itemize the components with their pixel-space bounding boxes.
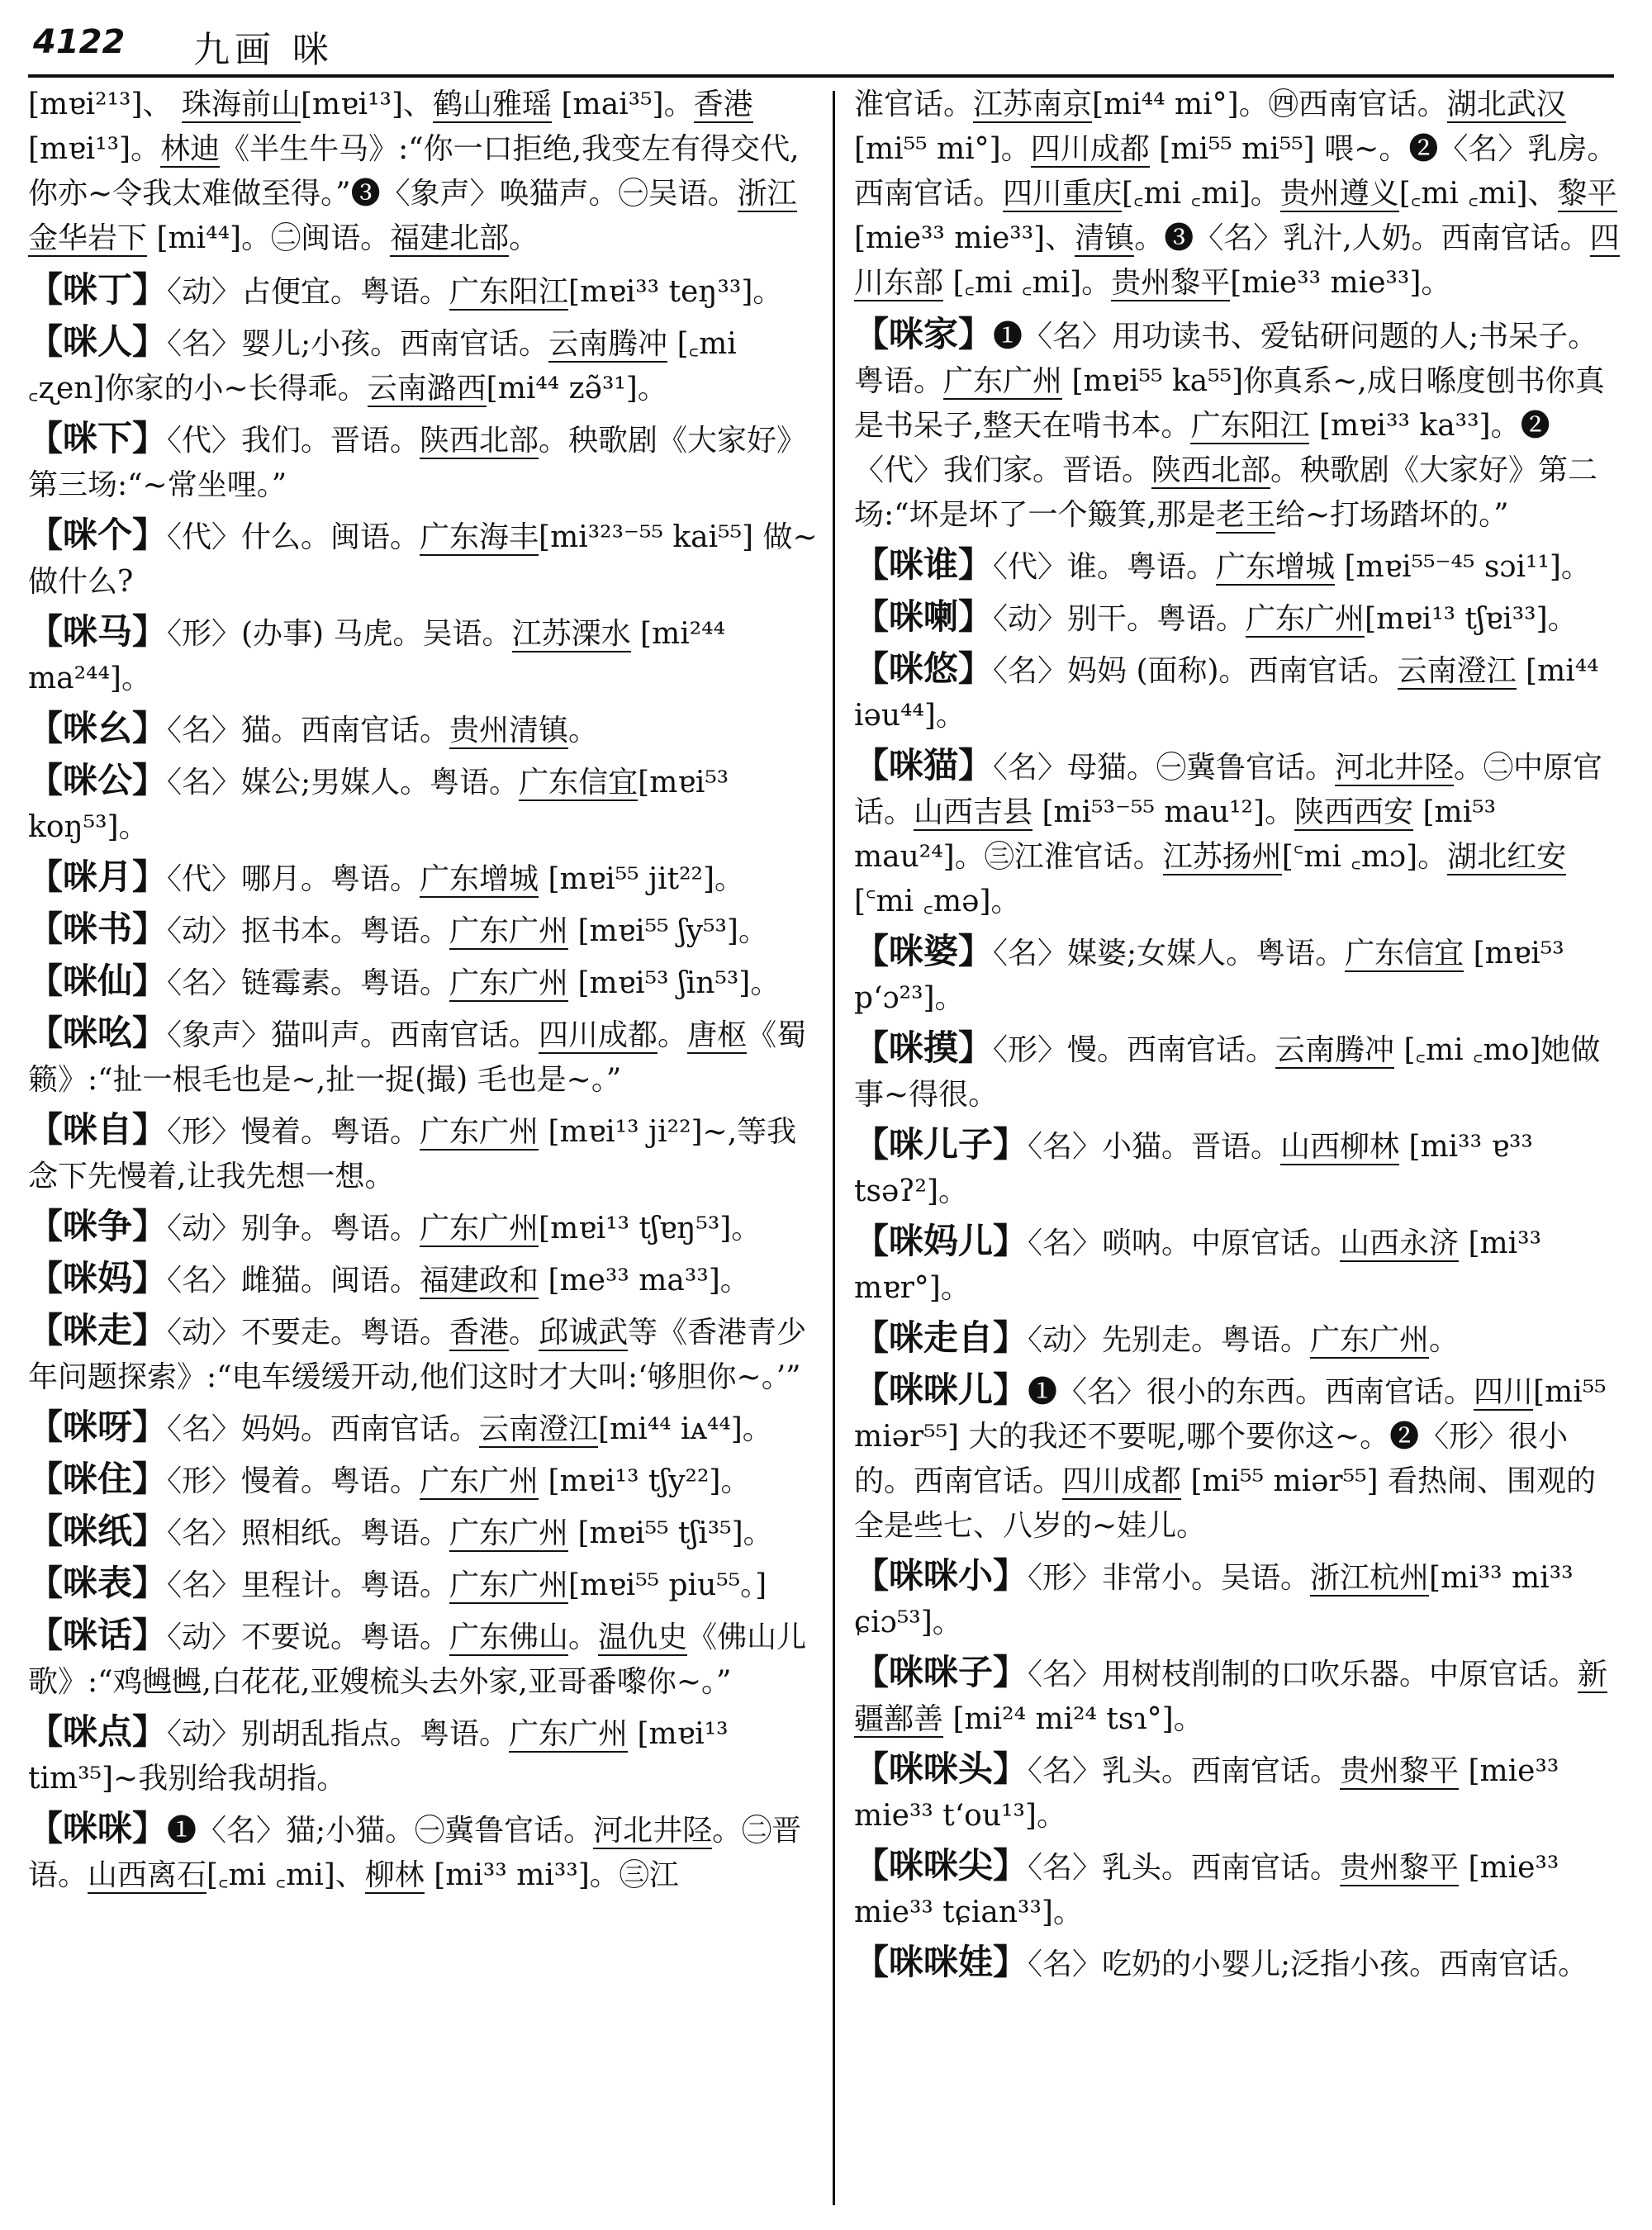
entry-headword: 【咪仙】 (28, 961, 168, 1001)
dictionary-entry (28, 1108, 821, 1199)
entry-definition: ❶〈名〉用功读书、爱钻研问题的人;书呆子。粤语。广东广州 [mɐi⁵⁵ ka⁵⁵]你真系~,成日喺度刨书你真是书呆子,整天在啃书本。广东阳江 [mɐi³³ ka³³]。❷〈代〉我们家。晋语。陕西北部。秧歌剧《大家好》第二场:“坏是坏了一个簸箕,那是老王给~打场踏坏的。” (854, 320, 1605, 532)
dictionary-entry (854, 1219, 1622, 1311)
entry-definition: 淮官话。江苏南京[mi⁴⁴ mi°]。㊃西南官话。湖北武汉 [mi⁵⁵ mi°]。四川成都 [mi⁵⁵ mi⁵⁵] 喂~。❷〈名〉乳房。西南官话。四川重庆[꜀mi ꜀mi]。贵州遵义[꜀mi ꜀mi]、黎平[mie³³ mie³³]、清镇。❸〈名〉乳汁,人奶。西南官话。四川东部 [꜀mi ꜀mi]。贵州黎平[mie³³ mie³³]。 (854, 88, 1620, 300)
entry-headword: 【咪下】 (28, 418, 168, 458)
dictionary-entry (854, 647, 1622, 738)
entry-definition: 〈动〉别争。粤语。广东广州[mɐi¹³ tʃɐŋ⁵³]。 (167, 1212, 762, 1245)
dictionary-entry (28, 610, 821, 701)
entry-headword: 【咪摸】 (854, 1027, 994, 1068)
dictionary-entry (28, 907, 821, 954)
entry-headword: 【咪吆】 (28, 1013, 168, 1053)
entry-definition: 〈名〉乳头。西南官话。贵州黎平 [mie³³ mie³³ tʻou¹³]。 (854, 1754, 1559, 1833)
dictionary-entry (28, 1561, 821, 1608)
entry-headword: 【咪月】 (28, 856, 168, 897)
entry-definition: 〈动〉不要走。粤语。香港。邱诚武等《香港青少年问题探索》:“电车缓缓开动,他们这时才大叫:‘够胆你~。’” (28, 1316, 807, 1394)
entry-definition: 〈名〉乳头。西南官话。贵州黎平 [mie³³ mie³³ tɕian³³]。 (854, 1851, 1559, 1929)
entry-definition: 〈动〉先别走。粤语。广东广州。 (1028, 1323, 1460, 1357)
dictionary-entry (28, 513, 821, 605)
dictionary-entry (28, 1308, 821, 1400)
entry-definition: 〈名〉雌猫。闽语。福建政和 [me³³ ma³³]。 (167, 1264, 750, 1298)
entry-definition: 〈名〉妈妈。西南官话。云南澄江[mi⁴⁴ iᴀ⁴⁴]。 (167, 1412, 772, 1446)
dictionary-entry (28, 1204, 821, 1251)
entry-headword: 【咪表】 (28, 1563, 168, 1603)
dictionary-entry (28, 1509, 821, 1556)
dictionary-entry (854, 312, 1622, 538)
entry-definition: 〈代〉哪月。粤语。广东增城 [mɐi⁵⁵ jit²²]。 (167, 862, 745, 896)
dictionary-entry (28, 1011, 821, 1103)
entry-definition: 〈名〉媒婆;女媒人。粤语。广东信宜 [mɐi⁵³ pʻɔ²³]。 (854, 937, 1564, 1015)
entry-headword: 【咪点】 (28, 1711, 168, 1752)
entry-headword: 【咪马】 (28, 611, 168, 652)
dictionary-entry (28, 416, 821, 508)
left-column (28, 83, 821, 2213)
entry-headword: 【咪妈儿】 (854, 1221, 1028, 1261)
entry-headword: 【咪喇】 (854, 596, 994, 637)
entry-headword: 【咪悠】 (854, 648, 994, 689)
entry-headword: 【咪话】 (28, 1615, 168, 1655)
entry-headword: 【咪个】 (28, 515, 168, 555)
entry-headword: 【咪走自】 (854, 1317, 1028, 1358)
dictionary-entry (28, 1806, 821, 1898)
dictionary-entry (854, 1316, 1622, 1363)
dictionary-entry (28, 855, 821, 902)
dictionary-entry (28, 268, 821, 315)
entry-headword: 【咪公】 (28, 760, 168, 800)
entry-headword: 【咪呀】 (28, 1407, 168, 1447)
entry-definition: 〈动〉抠书本。粤语。广东广州 [mɐi⁵⁵ ʃy⁵³]。 (167, 914, 768, 948)
entry-definition: 〈代〉我们。晋语。陕西北部。秧歌剧《大家好》第三场:“~常坐哩。” (28, 424, 807, 502)
entry-definition: 〈名〉照相纸。粤语。广东广州 [mɐi⁵⁵ tʃi³⁵]。 (167, 1516, 773, 1550)
entry-definition: 〈象声〉猫叫声。西南官话。四川成都。唐枢《蜀籁》:“扯一根毛也是~,扯一捉(撮) 毛也是~。” (28, 1018, 807, 1097)
entry-headword: 【咪走】 (28, 1310, 168, 1350)
dictionary-entry (854, 1650, 1622, 1742)
entry-headword: 【咪书】 (28, 909, 168, 949)
dictionary-entry (854, 595, 1622, 642)
dictionary-entry (854, 1122, 1622, 1214)
dictionary-entry (28, 1405, 821, 1452)
entry-headword: 【咪咪头】 (854, 1748, 1028, 1789)
dictionary-entry (28, 1710, 821, 1801)
entry-definition: 〈形〉(办事) 马虎。吴语。江苏溧水 [mi²⁴⁴ ma²⁴⁴]。 (28, 617, 726, 695)
entry-definition: [mɐi²¹³]、 珠海前山[mɐi¹³]、鹤山雅瑶 [mai³⁵]。香港 [mɐi¹³]。林迪《半生牛马》:“你一口拒绝,我变左有得交代,你亦~令我太难做至得。”❸〈象声〉唤猫声。㊀吴语。浙江金华岩下 [mi⁴⁴]。㊁闽语。福建北部。 (28, 88, 800, 255)
entry-definition: 〈名〉小猫。晋语。山西柳林 [mi³³ ɐ³³ tsəʔ²]。 (854, 1130, 1533, 1208)
entry-definition: 〈代〉谁。粤语。广东增城 [mɐi⁵⁵⁻⁴⁵ sɔi¹¹]。 (993, 550, 1591, 584)
entry-definition: 〈名〉用树枝削制的口吹乐器。中原官话。新疆鄯善 [mi²⁴ mi²⁴ tsɿ°]。 (854, 1658, 1608, 1736)
dictionary-entry (854, 1940, 1622, 1987)
entry-definition: 〈动〉不要说。粤语。广东佛山。温仇史《佛山儿歌》:“鸡乸乸,白花花,亚嫂梳头去外家,亚哥番嚟你~。” (28, 1620, 807, 1699)
entry-headword: 【咪咪尖】 (854, 1845, 1028, 1886)
entry-headword: 【咪咪娃】 (854, 1942, 1028, 1982)
dictionary-entry (28, 1457, 821, 1504)
entry-definition: 〈名〉唢呐。中原官话。山西永济 [mi³³ mɐr°]。 (854, 1226, 1542, 1305)
entry-definition: 〈名〉媒公;男媒人。粤语。广东信宜[mɐi⁵³ koŋ⁵³]。 (28, 766, 729, 844)
entry-headword: 【咪人】 (28, 321, 168, 362)
entry-headword: 【咪婆】 (854, 931, 994, 971)
entry-headword: 【咪争】 (28, 1206, 168, 1246)
entry-headword: 【咪幺】 (28, 708, 168, 748)
dictionary-entry (28, 1256, 821, 1303)
entry-headword: 【咪住】 (28, 1459, 168, 1499)
entry-headword: 【咪谁】 (854, 544, 994, 585)
dictionary-entry (854, 1747, 1622, 1839)
entry-definition: 〈形〉慢着。粤语。广东广州 [mɐi¹³ ji²²]~,等我念下先慢着,让我先想一想。 (28, 1115, 797, 1193)
entry-definition: 〈代〉什么。闽语。广东海丰[mi³²³⁻⁵⁵ kai⁵⁵] 做~做什么? (28, 520, 818, 599)
entry-headword: 【咪自】 (28, 1109, 168, 1150)
entry-headword: 【咪家】 (854, 314, 994, 354)
entry-definition: ❶〈名〉猫;小猫。㊀冀鲁官话。河北井陉。㊁晋语。山西离石[꜀mi ꜀mi]、柳林 [mi³³ mi³³]。㊂江 (28, 1814, 802, 1892)
entry-continuation (28, 83, 821, 261)
entry-headword: 【咪妈】 (28, 1258, 168, 1298)
right-column (854, 83, 1622, 2213)
dictionary-entry (854, 1368, 1622, 1549)
entry-continuation (854, 83, 1622, 306)
entry-definition: 〈名〉链霉素。粤语。广东广州 [mɐi⁵³ ʃin⁵³]。 (167, 966, 781, 1000)
entry-definition: 〈名〉妈妈 (面称)。西南官话。云南澄江 [mi⁴⁴ iəu⁴⁴]。 (854, 654, 1599, 733)
entry-headword: 【咪丁】 (28, 269, 168, 310)
entry-definition: 〈名〉里程计。粤语。广东广州[mɐi⁵⁵ piu⁵⁵。] (167, 1568, 767, 1602)
entry-definition: 〈形〉慢着。粤语。广东广州 [mɐi¹³ tʃy²²]。 (167, 1464, 751, 1498)
entry-definition: ❶〈名〉很小的东西。西南官话。四川[mi⁵⁵ miər⁵⁵] 大的我还不要呢,哪个要你这~。❷〈形〉很小的。西南官话。四川成都 [mi⁵⁵ miər⁵⁵] 看热闹、围观的全是些七、八岁的~娃儿。 (854, 1375, 1607, 1543)
entry-definition: 〈名〉吃奶的小婴儿;泛指小孩。西南官话。 (1028, 1948, 1588, 1981)
column-divider (833, 91, 835, 2205)
dictionary-entry (854, 743, 1622, 924)
entry-definition: 〈名〉婴儿;小孩。西南官话。云南腾冲 [꜀mi ꜀ʐen]你家的小~长得乖。云南潞西[mi⁴⁴ zə̃³¹]。 (28, 327, 737, 406)
page-header (28, 15, 1614, 78)
entry-definition: 〈形〉慢。西南官话。云南腾冲 [꜀mi ꜀mo]她做事~得很。 (854, 1033, 1601, 1112)
entry-definition: 〈动〉别胡乱指点。粤语。广东广州 [mɐi¹³ tim³⁵]~我别给我胡指。 (28, 1717, 729, 1796)
dictionary-entry (854, 543, 1622, 590)
entry-definition: 〈动〉占便宜。粤语。广东阳江[mɐi³³ teŋ³³]。 (167, 275, 783, 309)
dictionary-entry (854, 1554, 1622, 1645)
entry-definition: 〈名〉猫。西南官话。贵州清镇。 (167, 714, 599, 747)
entry-headword: 【咪咪小】 (854, 1555, 1028, 1596)
entry-headword: 【咪咪】 (28, 1808, 168, 1848)
dictionary-entry (854, 929, 1622, 1021)
dictionary-entry (28, 320, 821, 411)
dictionary-entry (854, 1026, 1622, 1117)
dictionary-entry (28, 1613, 821, 1705)
dictionary-entry (28, 959, 821, 1006)
entry-definition: 〈动〉别干。粤语。广东广州[mɐi¹³ tʃɐi³³]。 (993, 602, 1578, 636)
entry-headword: 【咪咪儿】 (854, 1369, 1028, 1410)
dictionary-entry (28, 706, 821, 753)
entry-headword: 【咪咪子】 (854, 1652, 1028, 1692)
dictionary-entry (854, 1843, 1622, 1935)
entry-definition: 〈名〉母猫。㊀冀鲁官话。河北井陉。㊁中原官话。山西吉县 [mi⁵³⁻⁵⁵ mau¹²]。陕西西安 [mi⁵³ mau²⁴]。㊂江淮官话。江苏扬州[꜂mi ꜀mɔ]。湖北红安[꜂mi ꜀mə]。 (854, 751, 1603, 918)
entry-headword: 【咪儿子】 (854, 1124, 1028, 1165)
page-number: 4122 (33, 23, 126, 61)
entry-headword: 【咪猫】 (854, 745, 994, 785)
section-title: 九画 咪 (193, 29, 334, 71)
dictionary-entry (28, 758, 821, 850)
entry-definition: 〈形〉非常小。吴语。浙江杭州[mi³³ mi³³ ɕiɔ⁵³]。 (854, 1561, 1574, 1639)
entry-headword: 【咪纸】 (28, 1511, 168, 1551)
